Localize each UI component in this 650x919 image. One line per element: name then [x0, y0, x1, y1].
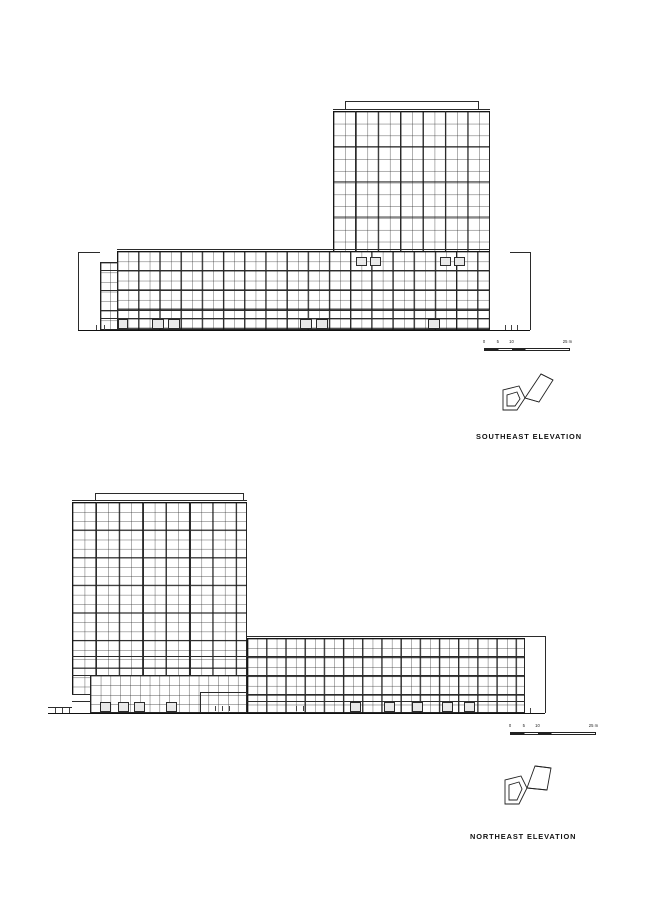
- tower-base-panel-3: [440, 257, 451, 266]
- entourage-person: [222, 706, 223, 711]
- storefront-panel-6: [118, 319, 128, 329]
- scale-bar-graphic: [510, 732, 596, 735]
- scale-tick-0: 0: [482, 339, 486, 344]
- key-plan-icon: [495, 760, 570, 808]
- northeast-ground-line: [48, 713, 545, 714]
- ne-context-wall-right-top: [525, 636, 545, 637]
- ne-storefront-panel-8: [442, 702, 453, 712]
- ne-podium-floor-band-1: [72, 656, 525, 657]
- context-wall-right: [530, 252, 531, 330]
- podium-left-wing-grid: [100, 262, 118, 330]
- podium-floor-band-1: [100, 270, 490, 271]
- ne-storefront-panel-4: [166, 702, 177, 712]
- ne-storefront-panel-9: [464, 702, 475, 712]
- scale-tick-25: 25 m: [588, 723, 599, 728]
- podium-floor-band-3: [100, 310, 490, 311]
- southeast-caption: SOUTHEAST ELEVATION: [476, 432, 582, 441]
- tower-base-panel-4: [454, 257, 465, 266]
- ne-entry-canopy: [200, 692, 246, 693]
- ne-tower-structural-bays: [72, 502, 247, 695]
- entourage-person: [296, 706, 297, 711]
- storefront-panel-1: [152, 319, 164, 329]
- scale-tick-10: 10: [535, 723, 540, 728]
- ne-tower-fin-a: [96, 502, 97, 695]
- scale-tick-10: 10: [509, 339, 514, 344]
- tower-fin-c: [445, 111, 446, 252]
- northeast-caption: NORTHEAST ELEVATION: [470, 832, 577, 841]
- podium-top-line: [117, 249, 490, 250]
- scale-bar-graphic: [484, 348, 570, 351]
- southeast-key-plan: [495, 368, 570, 416]
- ne-storefront-panel-3: [134, 702, 145, 712]
- ne-tower-roof-line: [72, 500, 247, 501]
- storefront-panel-4: [316, 319, 328, 329]
- entourage-person: [62, 708, 63, 713]
- entourage-person: [505, 325, 506, 330]
- northeast-elevation-drawing: [0, 460, 650, 880]
- scale-tick-0: 0: [508, 723, 512, 728]
- entourage-person: [96, 325, 97, 330]
- tower-parapet-left: [345, 101, 346, 109]
- scale-tick-labels: [508, 723, 599, 732]
- tower-fin-a: [355, 111, 356, 252]
- tower-base-panel-1: [356, 257, 367, 266]
- northeast-key-plan: [495, 760, 570, 808]
- storefront-panel-3: [300, 319, 312, 329]
- scale-tick-5: 5: [496, 339, 499, 344]
- southeast-scale-bar: [482, 339, 573, 358]
- tower-fin-b: [400, 111, 401, 252]
- key-plan-icon: [495, 368, 570, 416]
- ne-entry-canopy-post-2: [246, 692, 247, 713]
- tower-base-panel-2: [370, 257, 381, 266]
- ne-tower-parapet-line: [95, 493, 243, 494]
- southeast-elevation-drawing: [0, 0, 650, 441]
- storefront-panel-2: [168, 319, 180, 329]
- entourage-person: [104, 325, 105, 330]
- ne-storefront-panel-6: [384, 702, 395, 712]
- ne-tower-fin-b: [143, 502, 144, 695]
- ne-storefront-panel-7: [412, 702, 423, 712]
- entourage-person: [69, 708, 70, 713]
- ne-context-wall-right: [545, 636, 546, 713]
- entourage-person: [229, 706, 230, 711]
- ne-tower-parapet-right: [243, 493, 244, 500]
- ne-tower-parapet-left: [95, 493, 96, 500]
- entourage-person: [215, 706, 216, 711]
- ne-storefront-panel-1: [100, 702, 111, 712]
- tower-parapet-line: [345, 101, 478, 102]
- tower-parapet-right: [478, 101, 479, 109]
- tower-roof-line: [333, 109, 490, 110]
- ne-storefront-panel-5: [350, 702, 361, 712]
- storefront-panel-5: [428, 319, 440, 329]
- ne-podium-top-line: [247, 636, 525, 637]
- scale-tick-5: 5: [522, 723, 525, 728]
- entourage-person: [511, 325, 512, 330]
- scale-tick-labels: [482, 339, 573, 348]
- podium-floor-band-2: [100, 290, 490, 291]
- scale-tick-25: 25 m: [562, 339, 573, 344]
- ne-tower-fin-c: [190, 502, 191, 695]
- context-wall-left: [78, 252, 79, 330]
- ne-storefront-panel-2: [118, 702, 129, 712]
- ne-entry-canopy-post: [200, 692, 201, 713]
- context-wall-right-top: [510, 252, 530, 253]
- entourage-person: [55, 708, 56, 713]
- entourage-person: [530, 708, 531, 713]
- tower-structural-bays: [333, 111, 490, 252]
- context-wall-left-top: [78, 252, 100, 253]
- entourage-person: [303, 706, 304, 711]
- northeast-scale-bar: [508, 723, 599, 742]
- southeast-ground-line: [78, 330, 530, 331]
- entourage-person: [517, 325, 518, 330]
